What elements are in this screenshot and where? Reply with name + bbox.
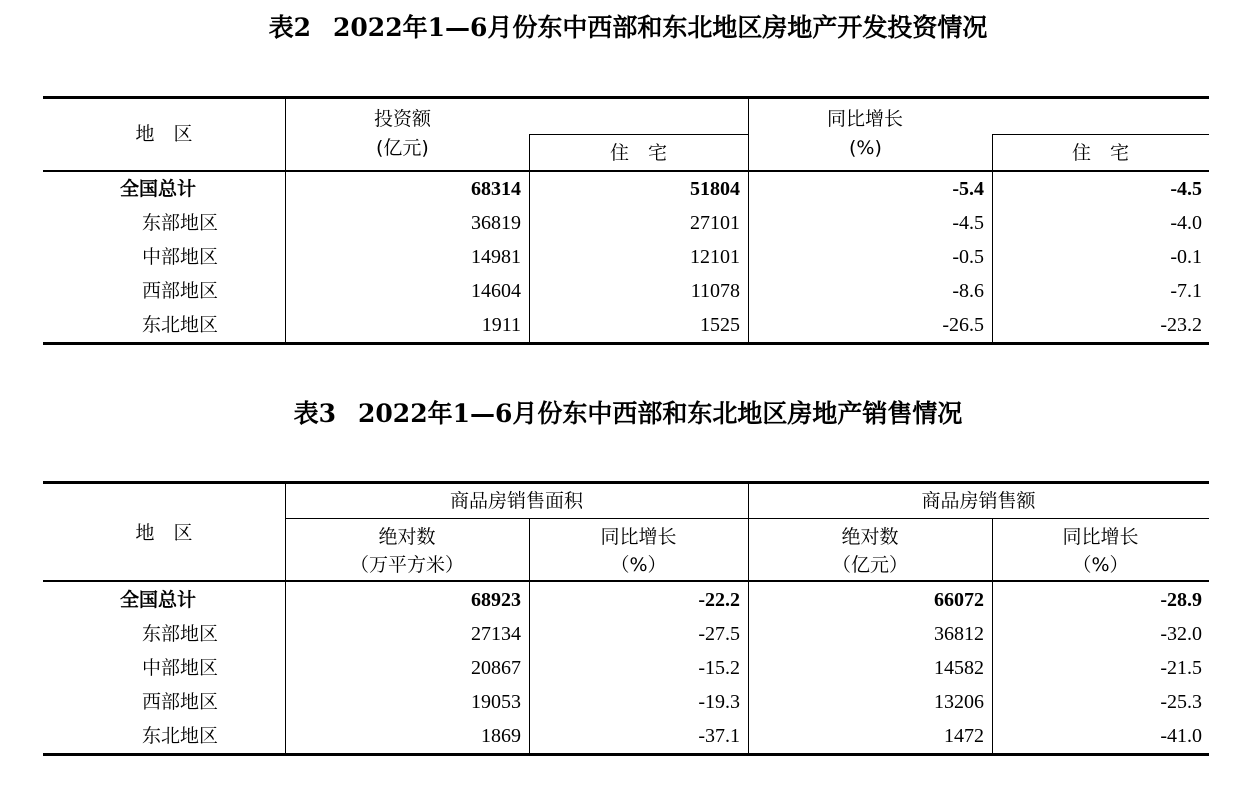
table2-header-growth-residential: 住 宅 — [1071, 142, 1129, 164]
region-label: 西部地区 — [142, 691, 219, 713]
sales-growth-value: -32.0 — [1160, 623, 1202, 645]
table2-title-text: 2022年1—6月份东中西部和东北地区房地产开发投资情况 — [333, 13, 988, 42]
area-growth-value: -15.2 — [698, 657, 740, 679]
table3-header-sales-group: 商品房销售额 — [921, 490, 1036, 512]
invest-value: 14981 — [471, 246, 521, 268]
table3-top-rule — [43, 481, 1209, 484]
table3-header-area-growth-unit: （%） — [610, 554, 667, 576]
table3-title — [0, 397, 1256, 431]
table3-header-area-unit: （万平方米） — [349, 554, 464, 576]
table3 — [43, 481, 1209, 761]
table2-sub-rule-right — [992, 134, 1209, 135]
growth-value: -5.4 — [952, 178, 984, 200]
region-label: 东部地区 — [142, 212, 219, 234]
table3-header-area-abs: 绝对数 — [378, 526, 436, 548]
sales-value: 1472 — [944, 725, 984, 747]
sales-growth-value: -28.9 — [1160, 589, 1202, 611]
table3-header-area-growth: 同比增长 — [600, 526, 677, 548]
area-value: 68923 — [471, 589, 521, 611]
table2-header-invest: 投资额 — [374, 108, 432, 130]
residential-value: 12101 — [690, 246, 740, 268]
table2-top-rule — [43, 96, 1209, 99]
invest-value: 14604 — [471, 280, 521, 302]
region-label: 东北地区 — [142, 314, 219, 336]
table3-header-sales-abs: 绝对数 — [841, 526, 899, 548]
region-label: 中部地区 — [142, 657, 219, 679]
table3-header-sales-unit: （亿元） — [831, 554, 908, 576]
growth-value: -26.5 — [942, 314, 984, 336]
table3-header-sales-growth: 同比增长 — [1062, 526, 1139, 548]
growth-residential-value: -7.1 — [1170, 280, 1202, 302]
residential-value: 27101 — [690, 212, 740, 234]
area-value: 20867 — [471, 657, 521, 679]
growth-value: -0.5 — [952, 246, 984, 268]
table3-bottom-rule — [43, 753, 1209, 756]
table2-bottom-rule — [43, 342, 1209, 345]
invest-value: 36819 — [471, 212, 521, 234]
sales-growth-value: -21.5 — [1160, 657, 1202, 679]
table3-header-sales-growth-unit: （%） — [1072, 554, 1129, 576]
table3-title-text: 2022年1—6月份东中西部和东北地区房地产销售情况 — [358, 399, 963, 428]
sales-value: 14582 — [934, 657, 984, 679]
table2-header-invest-unit: (亿元) — [376, 137, 429, 159]
residential-value: 1525 — [700, 314, 740, 336]
sales-value: 66072 — [934, 589, 984, 611]
table2 — [43, 96, 1209, 346]
area-growth-value: -37.1 — [698, 725, 740, 747]
residential-value: 11078 — [690, 280, 740, 302]
area-growth-value: -22.2 — [698, 589, 740, 611]
table2-number: 表2 — [268, 13, 312, 42]
growth-value: -8.6 — [952, 280, 984, 302]
sales-growth-value: -41.0 — [1160, 725, 1202, 747]
region-label: 东部地区 — [142, 623, 219, 645]
growth-residential-value: -4.0 — [1170, 212, 1202, 234]
sales-value: 36812 — [934, 623, 984, 645]
table2-sub-rule-left — [529, 134, 748, 135]
area-value: 27134 — [471, 623, 521, 645]
invest-value: 68314 — [471, 178, 521, 200]
growth-residential-value: -4.5 — [1170, 178, 1202, 200]
table2-header-growth: 同比增长 — [827, 108, 904, 130]
region-label: 西部地区 — [142, 280, 219, 302]
table3-group-rule — [285, 518, 1209, 519]
table3-number: 表3 — [293, 399, 337, 428]
table3-header-region: 地 区 — [135, 522, 193, 544]
table2-header-growth-unit: (%) — [849, 137, 882, 159]
table2-header-residential: 住 宅 — [609, 142, 667, 164]
growth-value: -4.5 — [952, 212, 984, 234]
area-value: 19053 — [471, 691, 521, 713]
area-growth-value: -19.3 — [698, 691, 740, 713]
table3-header-area-group: 商品房销售面积 — [449, 490, 583, 512]
region-label: 全国总计 — [120, 178, 197, 200]
growth-residential-value: -23.2 — [1160, 314, 1202, 336]
table2-title — [0, 11, 1256, 45]
invest-value: 1911 — [481, 314, 521, 336]
table3-header-rule — [43, 580, 1209, 582]
table2-header-rule — [43, 170, 1209, 172]
growth-residential-value: -0.1 — [1170, 246, 1202, 268]
table2-header-region: 地 区 — [135, 123, 193, 145]
area-value: 1869 — [481, 725, 521, 747]
sales-growth-value: -25.3 — [1160, 691, 1202, 713]
area-growth-value: -27.5 — [698, 623, 740, 645]
sales-value: 13206 — [934, 691, 984, 713]
residential-value: 51804 — [690, 178, 740, 200]
region-label: 全国总计 — [120, 589, 197, 611]
region-label: 中部地区 — [142, 246, 219, 268]
region-label: 东北地区 — [142, 725, 219, 747]
